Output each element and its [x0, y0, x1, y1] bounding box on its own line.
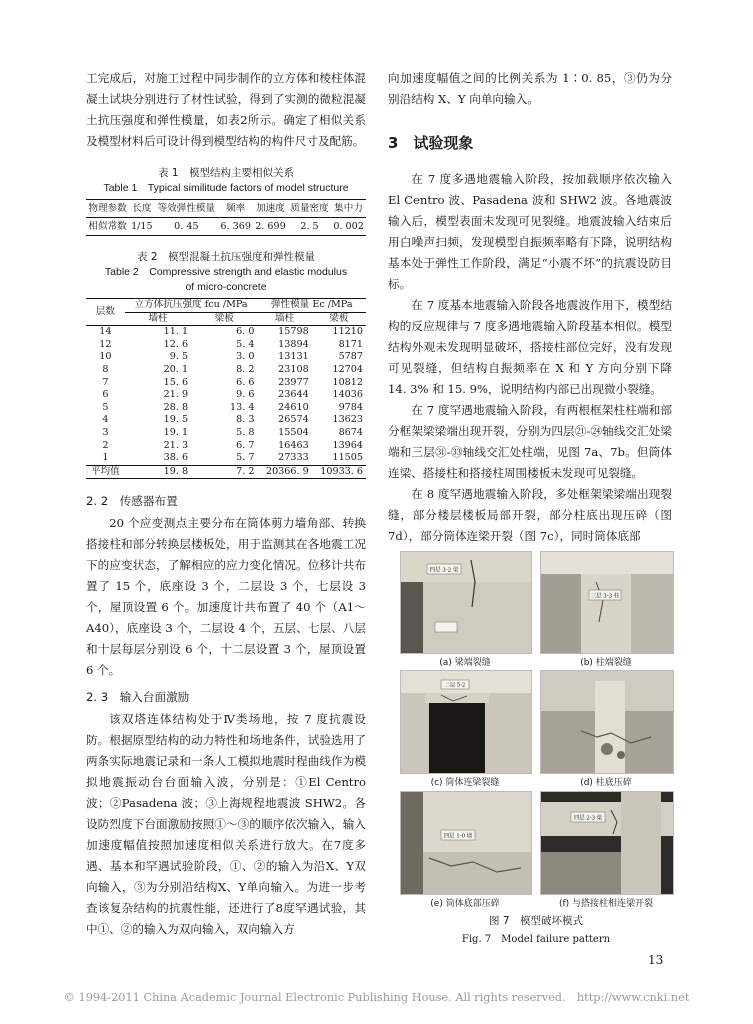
- table2-row: [86, 427, 366, 440]
- table2-cell: 13964: [332, 439, 363, 451]
- table2-cell: 8674: [338, 426, 363, 438]
- table2-cell: 14: [99, 326, 112, 338]
- table2-cell: 9. 5: [169, 351, 189, 363]
- table2-cell: 19. 1: [163, 426, 189, 438]
- table1-cell: 相似常数: [88, 221, 127, 232]
- table2-row: [86, 452, 366, 465]
- table2-cell: 平均值: [86, 465, 125, 479]
- table2-cell: 5. 7: [236, 452, 255, 464]
- table2-cell: 10812: [332, 376, 363, 388]
- section-2-3-title: 2. 3 输入台面激励: [86, 690, 190, 705]
- table2-cell: 9. 6: [236, 389, 255, 401]
- table2-cell: 16463: [278, 439, 309, 451]
- caption-a: (a) 梁端裂缝: [439, 658, 491, 668]
- table2-subheader: 梁板: [312, 312, 366, 326]
- table2-cell: 23977: [278, 376, 309, 388]
- table2-cell: 12. 6: [163, 338, 189, 350]
- caption-c: (c) 筒体连梁裂缝: [430, 778, 500, 788]
- photo-column-end-crack: [540, 551, 674, 654]
- table1-header: 加速度: [253, 200, 288, 218]
- table2-cell: 3: [102, 426, 109, 438]
- table2-cell: 6. 0: [236, 326, 255, 338]
- table1-header: 长度: [129, 200, 154, 218]
- figure-7-caption-cn: 图 7 模型破坏模式: [488, 915, 584, 927]
- table1-header-row: [86, 200, 366, 218]
- table2-row: [86, 402, 366, 415]
- section-3-paragraph-1: 在 7 度多遇地震输入阶段，按加载顺序依次输入 El Centro 波、Pasadena 波和 SHW2 波。各地震波输入后，模型表面未发现可见裂缝。地震波输入结束后用白噪声扫频，发现模型自振频率略有下降，说明结构基本处于弹性工作阶段，满足“小震不坏”的抗震设防目标。: [388, 172, 672, 291]
- table2-average-row: [86, 465, 366, 479]
- table2-cell: 4: [102, 414, 109, 426]
- table2-cell: 27333: [278, 452, 309, 464]
- table2-caption-en2: of micro-concrete: [185, 281, 267, 293]
- table2-cell: 24610: [278, 401, 309, 413]
- table2-cell: 1: [102, 452, 109, 464]
- table2-caption-cn: 表 2 模型混凝土抗压强度和弹性模量: [136, 251, 316, 263]
- table2-cell: 19. 5: [163, 414, 189, 426]
- table2-subheader: 墙柱: [125, 312, 191, 326]
- table2-cell: 12: [99, 338, 112, 350]
- table1-cell: 1/15: [131, 221, 153, 232]
- photo-core-coupling-beam-crack: [400, 670, 532, 774]
- table2-cell: 8171: [338, 338, 363, 350]
- caption-f: (f) 与搭接柱相连梁开裂: [558, 899, 654, 909]
- table2-row: [86, 339, 366, 352]
- photo-column-bottom-crush: [540, 670, 674, 774]
- table2-row: [86, 351, 366, 364]
- section-2-2-paragraph: 20 个应变测点主要分布在筒体剪力墙角部、转换搭接柱和部分转换层楼板处，用于监测其在各地震工况下的应变状态，了解相应的应力变化情况。位移计共布置了 15 个，底座设 3 个，二层设 3 个，七层设 3 个，屋顶设置 6 个。加速度计共布置了 40 个（A1～A40），底座设 3 个，二层设 4 个，五层、七层、八层和十层每层分别设 6 个，十二层设置 3 个，屋顶设置 6 个。: [86, 516, 366, 678]
- photo-a-tag: 四层 3-2 梁: [429, 567, 459, 574]
- section-3-title: 3 试验现象: [388, 134, 474, 152]
- table2-cell: 23108: [278, 363, 309, 375]
- table2-body: [86, 326, 366, 466]
- photo-core-bottom-crush: [400, 791, 532, 895]
- section-3-paragraph-4: 在 8 度罕遇地震输入阶段，多处框架梁梁端出现裂缝，部分楼层楼板局部开裂，部分柱底出现压碎（图 7d），部分筒体连梁开裂（图 7c），同时筒体底部: [388, 487, 672, 543]
- table2-cell: 10933. 6: [312, 465, 366, 479]
- table2-row: [86, 326, 366, 339]
- table1-row: [86, 218, 366, 236]
- table1-cell: 2. 5: [300, 221, 319, 232]
- table2-cell: 8. 3: [236, 414, 255, 426]
- figure-7-caption-en: Fig. 7 Model failure pattern: [461, 934, 611, 945]
- table1: [86, 199, 366, 236]
- table2-cell: 28. 8: [163, 401, 189, 413]
- table2-caption-en: Table 2 Compressive strength and elastic modulus: [104, 266, 348, 278]
- left-column: [86, 68, 366, 940]
- photo-beam-to-lap-column-crack: [540, 791, 674, 895]
- copyright-footer: © 1994-2011 China Academic Journal Electronic Publishing House. All rights reserved. http://www.cnki.net: [63, 991, 690, 1004]
- table2-header-strength: 立方体抗压强度 fcu /MPa: [125, 299, 258, 313]
- table2-cell: 21. 9: [163, 389, 189, 401]
- table2-cell: 8. 2: [236, 363, 255, 375]
- table2-row: [86, 414, 366, 427]
- caption-b: (b) 柱端裂缝: [580, 658, 632, 668]
- table2-cell: 6. 6: [236, 376, 255, 388]
- table2-cell: 14036: [332, 389, 363, 401]
- table2-cell: 20. 1: [163, 363, 189, 375]
- table2-row: [86, 440, 366, 453]
- table1-caption-cn: 表 1 模型结构主要相似关系: [157, 167, 295, 179]
- table2-subheader: 墙柱: [257, 312, 311, 326]
- table2: [86, 298, 366, 479]
- table1-header: 等效弹性模量: [154, 200, 218, 218]
- table2-cell: 7: [102, 376, 109, 388]
- table2-cell: 21. 3: [163, 439, 189, 451]
- section-2-2-title: 2. 2 传感器布置: [86, 494, 178, 509]
- photo-beam-end-crack: [400, 551, 532, 654]
- table1-header: 物理参数: [86, 200, 129, 218]
- table2-cell: 19. 8: [125, 465, 191, 479]
- table2-header-row: [86, 299, 366, 313]
- table1-cell: 0. 002: [333, 221, 364, 232]
- table2-cell: 5787: [338, 351, 363, 363]
- page-number: 13: [648, 953, 664, 967]
- table2-cell: 10: [99, 351, 112, 363]
- table2-cell: 11505: [332, 452, 363, 464]
- continued-paragraph: 向加速度幅值之间的比例关系为 1∶0. 85，③仍为分别沿结构 X、Y 向单向输入。: [388, 71, 672, 106]
- caption-e: (e) 筒体底部压碎: [430, 899, 500, 909]
- section-3-paragraph-3: 在 7 度罕遇地震输入阶段，有两根框架柱柱端和部分框架梁梁端出现开裂，分别为四层㉑-㉔轴线交汇处梁端和三层㉛-㉝轴线交汇处柱端，见图 7a、7b。但筒体连梁、搭接柱和搭接柱周围楼板未发现可见裂缝。: [388, 403, 672, 480]
- table2-cell: 15504: [278, 426, 309, 438]
- table1-cell: 2. 699: [255, 221, 286, 232]
- table2-cell: 12704: [332, 363, 363, 375]
- photo-c-tag: 二层 5-2: [444, 682, 466, 689]
- table1-cell: 0. 45: [174, 221, 199, 232]
- table2-cell: 7. 2: [191, 465, 257, 479]
- table2-cell: 5. 8: [236, 426, 255, 438]
- table2-cell: 5: [102, 401, 109, 413]
- right-column: [388, 68, 672, 547]
- table2-row: [86, 377, 366, 390]
- table2-cell: 11210: [332, 326, 363, 338]
- table2-cell: 13894: [278, 338, 309, 350]
- photo-f-tag: 四层 2-3 梁: [573, 815, 603, 822]
- table2-row: [86, 389, 366, 402]
- table1-header: 质量密度: [288, 200, 331, 218]
- table2-row: [86, 364, 366, 377]
- section-3-paragraph-2: 在 7 度基本地震输入阶段各地震波作用下，模型结构的反应规律与 7 度多遇地震输入阶段基本相似。模型结构外观未发现明显破坏，搭接柱部位完好，没有发现可见裂缝，但结构自振频率在 X 和 Y 方向分别下降 14. 3% 和 15. 9%，说明结构内部已出现微小裂缝。: [388, 298, 672, 396]
- table2-subheader-row: [86, 312, 366, 326]
- table2-cell: 23644: [278, 389, 309, 401]
- table2-cell: 6. 7: [236, 439, 255, 451]
- photo-b-tag: 三层 3-3 柱: [590, 593, 620, 600]
- table2-cell: 5. 4: [236, 338, 255, 350]
- table2-header-modulus: 弹性模量 Ec /MPa: [257, 299, 366, 313]
- caption-d: (d) 柱底压碎: [580, 778, 632, 788]
- table2-cell: 13. 4: [230, 401, 255, 413]
- section-2-3-paragraph: 该双塔连体结构处于Ⅳ类场地，按 7 度抗震设防。根据原型结构的动力特性和场地条件，试验选用了两条实际地震记录和一条人工模拟地震时程曲线作为模拟地震振动台台面输入波，分别是：①El Centro 波；②Pasadena 波；③上海规程地震波 SHW2。各设防烈度下台面激励按照①～③的顺序依次输入，输入加速度幅值按照加速度相似关系进行放大。在7度多遇、基本和罕遇试验阶段，①、②的输入为沿X、Y双向输入，③为分别沿结构X、Y单向输入。为进一步考查该复杂结构的抗震性能，还进行了8度罕遇试验，其中①、②的输入为双向输入，双向输入方: [86, 712, 366, 937]
- table1-caption-en: Table 1 Typical similitude factors of model structure: [103, 182, 349, 194]
- table1-cell: 6. 369: [220, 221, 251, 232]
- table2-cell: 11. 1: [163, 326, 189, 338]
- table2-cell: 15. 6: [163, 376, 189, 388]
- table1-header: 集中力: [331, 200, 366, 218]
- table2-cell: 2: [102, 439, 109, 451]
- table2-cell: 9784: [338, 401, 363, 413]
- table2-cell: 13131: [278, 351, 309, 363]
- photo-e-tag: 四层 1-0 墙: [443, 833, 473, 840]
- table2-cell: 6: [102, 389, 109, 401]
- table2-cell: 38. 6: [163, 452, 189, 464]
- table2-cell: 20366. 9: [257, 465, 311, 479]
- table2-cell: 13623: [332, 414, 363, 426]
- table2-cell: 26574: [278, 414, 309, 426]
- table2-header-floor: 层数: [86, 299, 125, 326]
- table2-cell: 15798: [278, 326, 309, 338]
- table2-cell: 8: [102, 363, 109, 375]
- table2-cell: 3. 0: [236, 351, 255, 363]
- intro-paragraph: 工完成后，对施工过程中同步制作的立方体和棱柱体混凝土试块分别进行了材性试验，得到了实测的微粒混凝土抗压强度和弹性模量，如表2所示。确定了相似关系及模型材料后可设计得到模型结构的构件尺寸及配筋。: [86, 71, 366, 148]
- table1-header: 频率: [218, 200, 253, 218]
- table2-subheader: 梁板: [191, 312, 257, 326]
